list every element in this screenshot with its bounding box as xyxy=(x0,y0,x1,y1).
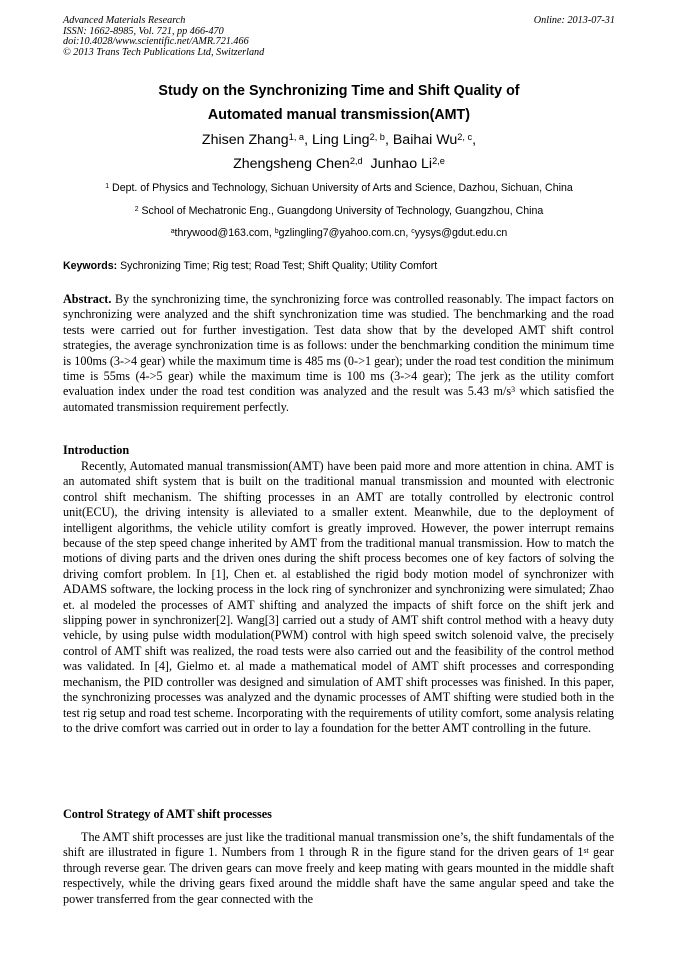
author-name: Baihai Wu xyxy=(392,132,458,148)
emails-line xyxy=(63,226,615,240)
copyright-line: © 2013 Trans Tech Publications Ltd, Switzerland xyxy=(63,46,265,58)
affiliation-text: School of Mechatronic Eng., Guangdong University of Technology, Guangzhou, China xyxy=(138,205,544,217)
email-link[interactable]: yysys@gdut.edu.cn xyxy=(414,227,508,239)
author-separator xyxy=(363,156,371,172)
control-text: The AMT shift processes are just like the traditional manual transmission one’s, the shift fundamentals of the shift are illustrated in figure 1. Numbers from 1 through R in the figure stand for the driven gears of 1 xyxy=(63,830,614,860)
abstract xyxy=(63,292,614,415)
email-mark: b xyxy=(274,227,279,235)
author-separator: , xyxy=(384,132,393,148)
journal-header xyxy=(63,16,615,58)
author-affil-mark: 2, b xyxy=(369,131,385,142)
control-text-end: gear through reverse gear. The driven gears can move freely and keep mating with gears mounted in the middle shaft respectively, while the driving gears fixed around the middle shaft have the same angular speed and take the power transferred from the gear connected with the xyxy=(63,845,614,906)
author-affil-mark: 2,d xyxy=(349,155,363,166)
keywords-label: Keywords: xyxy=(63,260,118,272)
introduction-heading: Introduction xyxy=(63,443,130,457)
author-name: Ling Ling xyxy=(311,132,370,148)
keywords xyxy=(63,259,615,273)
author-separator: , xyxy=(304,132,312,148)
author-separator: , xyxy=(472,132,477,148)
authors-line-2 xyxy=(63,155,615,173)
affiliation-2 xyxy=(63,204,615,218)
affiliation-1 xyxy=(63,181,615,195)
author-affil-mark: 2,e xyxy=(432,155,445,166)
affiliation-text: Dept. of Physics and Technology, Sichuan University of Arts and Science, Dazhou, Sichuan, China xyxy=(109,182,573,194)
author-name: Zhisen Zhang xyxy=(201,132,289,148)
email-link[interactable]: gzlingling7@yahoo.com.cn, xyxy=(278,227,412,239)
control-strategy-heading: Control Strategy of AMT shift processes xyxy=(63,807,272,821)
email-mark: a xyxy=(170,227,175,235)
control-strategy-paragraph xyxy=(63,830,614,907)
doi-line: doi:10.4028/www.scientific.net/AMR.721.466 xyxy=(63,36,249,48)
abstract-unit-superscript: 3 xyxy=(511,384,516,394)
email-link[interactable]: thrywood@163.com, xyxy=(174,227,275,239)
paper-title-line-2: Automated manual transmission(AMT) xyxy=(207,107,471,123)
abstract-label: Abstract. xyxy=(63,292,112,306)
email-mark: c xyxy=(411,227,415,235)
author-name: Junhao Li xyxy=(370,156,433,172)
authors-line-1 xyxy=(63,131,615,149)
journal-name: Advanced Materials Research xyxy=(63,15,186,26)
author-affil-mark: 2, c xyxy=(457,131,473,142)
keywords-text: Sychronizing Time; Rig test; Road Test; Shift Quality; Utility Comfort xyxy=(117,260,438,272)
issn-line: ISSN: 1662-8985, Vol. 721, pp 466-470 xyxy=(63,25,224,37)
ordinal-superscript: st xyxy=(583,845,589,855)
introduction-paragraph: Recently, Automated manual transmission(AMT) have been paid more and more attention in china. AMT is an automated shift system that is built on the traditional manual transmission and mounted with electronic control shift mechanism. The shifting processes in an AMT are totally controlled by electronic control unit(ECU), the driving intensity is alleviated to a smaller extent. Meanwhile, due to the deployment of intelligent algorithms, the vehicle utility comfort is greatly improved. However, the power interrupt remains because of the step speed change inherited by AMT from the traditional manual transmission. How to match the motions of diving parts and the driven ones during the shift process becomes one of key factors of solving the driving comfort problem. In [1], Chen et. al established the rigid body motion model of synchronizer with ADAMS software, the locking process in the lock ring of synchronizer and synchronizing were simulated; Zhao et. al modeled the processes of AMT shifting and analyzed the impacts of shift force on the shift jerk and slipping power in synchronizer[2]. Wang[3] carried out a study of AMT shift control method with a heavy duty vehicle, by using pulse width modulation(PWM) control with high speed switch solenoid valve, the precisely control of AMT shift was realized, the road tests were also carried out and the feasibility of the control method was validated. In [4], Gielmo et. al made a mathematical model of AMT shift processes and corresponding mechanism, the PID controller was designed and simulation of AMT shift processes was finished. In this paper, the synchronizing processes was analyzed and the dynamic processes of AMT shifting were studied both in the test rig setup and road test scheme. Incorporating with the requirements of utility comfort, some analysis relating to the drive comfort was carried out in order to lay a foundation for the better AMT controlling in the future. xyxy=(63,459,614,735)
paper-title-line-1: Study on the Synchronizing Time and Shift Quality of xyxy=(158,83,520,99)
affiliation-mark: 2 xyxy=(134,205,139,213)
author-affil-mark: 1, a xyxy=(288,131,305,142)
author-name: Zhengsheng Chen xyxy=(233,156,350,172)
online-date: Online: 2013-07-31 xyxy=(533,15,615,26)
abstract-text-end: which satisfied the automated transmission requirement perfectly. xyxy=(63,384,614,414)
abstract-text: By the synchronizing time, the synchronizing force was controlled reasonably. The impact factors on synchronizing were analyzed and the shift synchronization time was studied. The benchmarking and the road tests were carried out for further investigation. Test data show that by the developed AMT shift control strategies, the average synchronization time is as follows: under the benchmarking condition the minimum time is 100ms (3->4 gear) while the maximum time is 485 ms (0->1 gear); under the road test condition the minimum time is 55ms (4->5 gear) while the maximum time is 100 ms (3->4 gear); The jerk as the utility comfort evaluation index under the road test condition was analyzed and the result was 5.43 m/s xyxy=(63,292,614,399)
affiliation-mark: 1 xyxy=(105,182,110,190)
